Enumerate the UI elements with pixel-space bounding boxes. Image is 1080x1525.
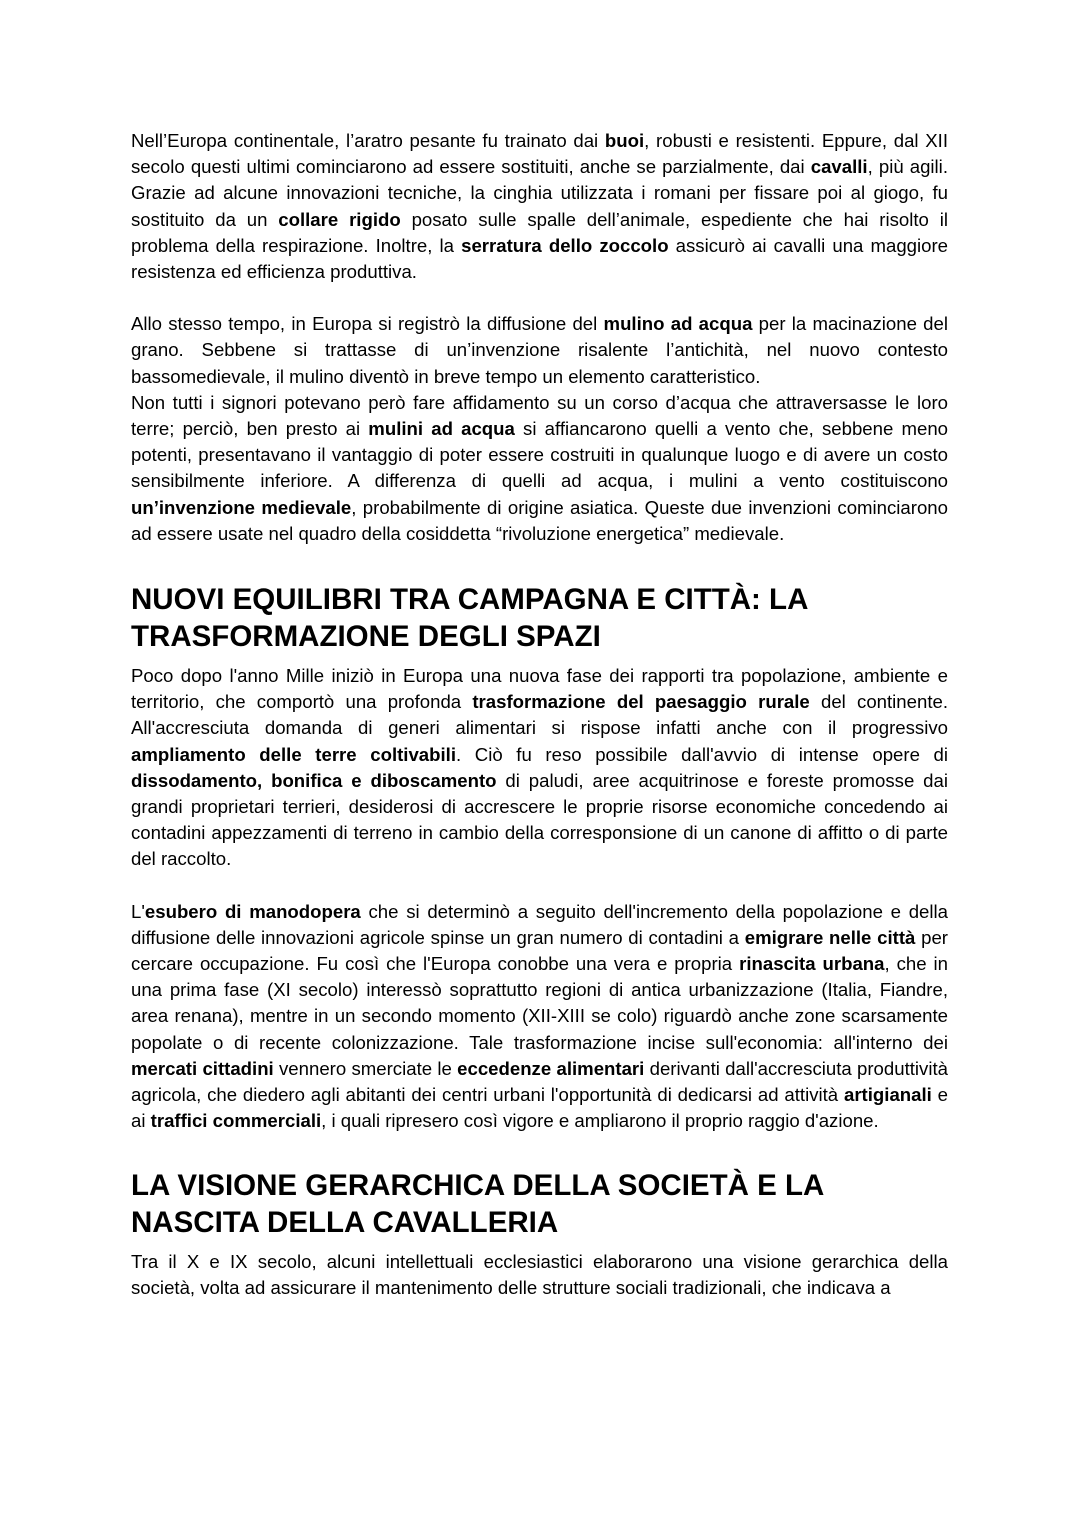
paragraph-gap <box>131 873 948 899</box>
paragraph-anno-mille: Poco dopo l'anno Mille iniziò in Europa una nuova fase dei rapporti tra popolazione, ambiente e territorio, che comportò una profonda trasformazione del paesaggio rurale del continente. All'accresciuta domanda di generi alimentari si rispose infatti anche con il progressivo ampliamento delle terre coltivabili. Ciò fu reso possibile dall'avvio di intense opere di dissodamento, bonifica e diboscamento di paludi, aree acquitrinose e foreste promosse dai grandi proprietari terrieri, desiderosi di accrescere le proprie risorse economiche concedendo ai contadini appezzamenti di terreno in cambio della corresponsione di un canone di affitto o di parte del raccolto. <box>131 665 948 870</box>
paragraph-mulini-vento: Non tutti i signori potevano però fare affidamento su un corso d’acqua che attraversasse le loro terre; perciò, ben presto ai mulini ad acqua si affiancarono quelli a vento che, sebbene meno potenti, presentavano il vantaggio di poter essere costruiti in qualunque luogo e di avere un costo sensibilmente inferiore. A differenza di quelli ad acqua, i mulini a vento costituiscono un’invenzione medievale, probabilmente di origine asiatica. Queste due invenzioni cominciarono ad essere usate nel quadro della cosiddetta “rivoluzione energetica” medievale. <box>131 391 948 544</box>
heading-visione-gerarchica: LA VISIONE GERARCHICA DELLA SOCIETÀ E LA NASCITA DELLA CAVALLERIA <box>131 1168 825 1239</box>
paragraph-visione: Tra il X e IX secolo, alcuni intellettuali ecclesiastici elaborarono una visione gerarchica della società, volta ad assicurare il mantenimento delle strutture sociali tradizionali, che indicava a <box>131 1250 948 1298</box>
paragraph-manodopera: L'esubero di manodopera che si determinò a seguito dell'incremento della popolazione e della diffusione delle innovazioni agricole spinse un gran numero di contadini a emigrare nelle città per cercare occupazione. Fu così che l'Europa conobbe una vera e propria rinascita urbana, che in una prima fase (XI secolo) interessò soprattutto regioni di antica urbanizzazione (Italia, Fiandre, area renana), mentre in un secondo momento (XII-XIII se colo) riguardò anche zone scarsamente popolate o di recente colonizzazione. Tale trasformazione incise sull'economia: all'interno dei mercati cittadini vennero smerciate le eccedenze alimentari derivanti dall'accresciuta produttività agricola, che diedero agli abitanti dei centri urbani l'opportunità di dedicarsi ad attività artigianali e ai traffici commerciali, i quali ripresero così vigore e ampliarono il proprio raggio d'azione. <box>131 900 949 1132</box>
document-page <box>131 128 948 1301</box>
heading-nuovi-equilibri: NUOVI EQUILIBRI TRA CAMPAGNA E CITTÀ: LA TRASFORMAZIONE DEGLI SPAZI <box>131 583 809 654</box>
paragraph-mulino: Allo stesso tempo, in Europa si registrò la diffusione del mulino ad acqua per la macinazione del grano. Sebbene si trattasse di un’invenzione risalente l’antichità, nel nuovo contesto bassomedievale, il mulino diventò in breve tempo un elemento caratteristico. <box>131 313 948 387</box>
paragraph-gap <box>131 285 948 311</box>
paragraph-aratro: Nell’Europa continentale, l’aratro pesante fu trainato dai buoi, robusti e resistenti. Eppure, dal XII secolo questi ultimi cominciarono ad essere sostituiti, anche se parzialmente, dai cavalli, più agili. Grazie ad alcune innovazioni tecniche, la cinghia utilizzata i romani per fissare poi al giogo, fu sostituito da un collare rigido posato sulle spalle dell’animale, espediente che hai risolto il problema della respirazione. Inoltre, la serratura dello zoccolo assicurò ai cavalli una maggiore resistenza ed efficienza produttiva. <box>131 130 949 283</box>
